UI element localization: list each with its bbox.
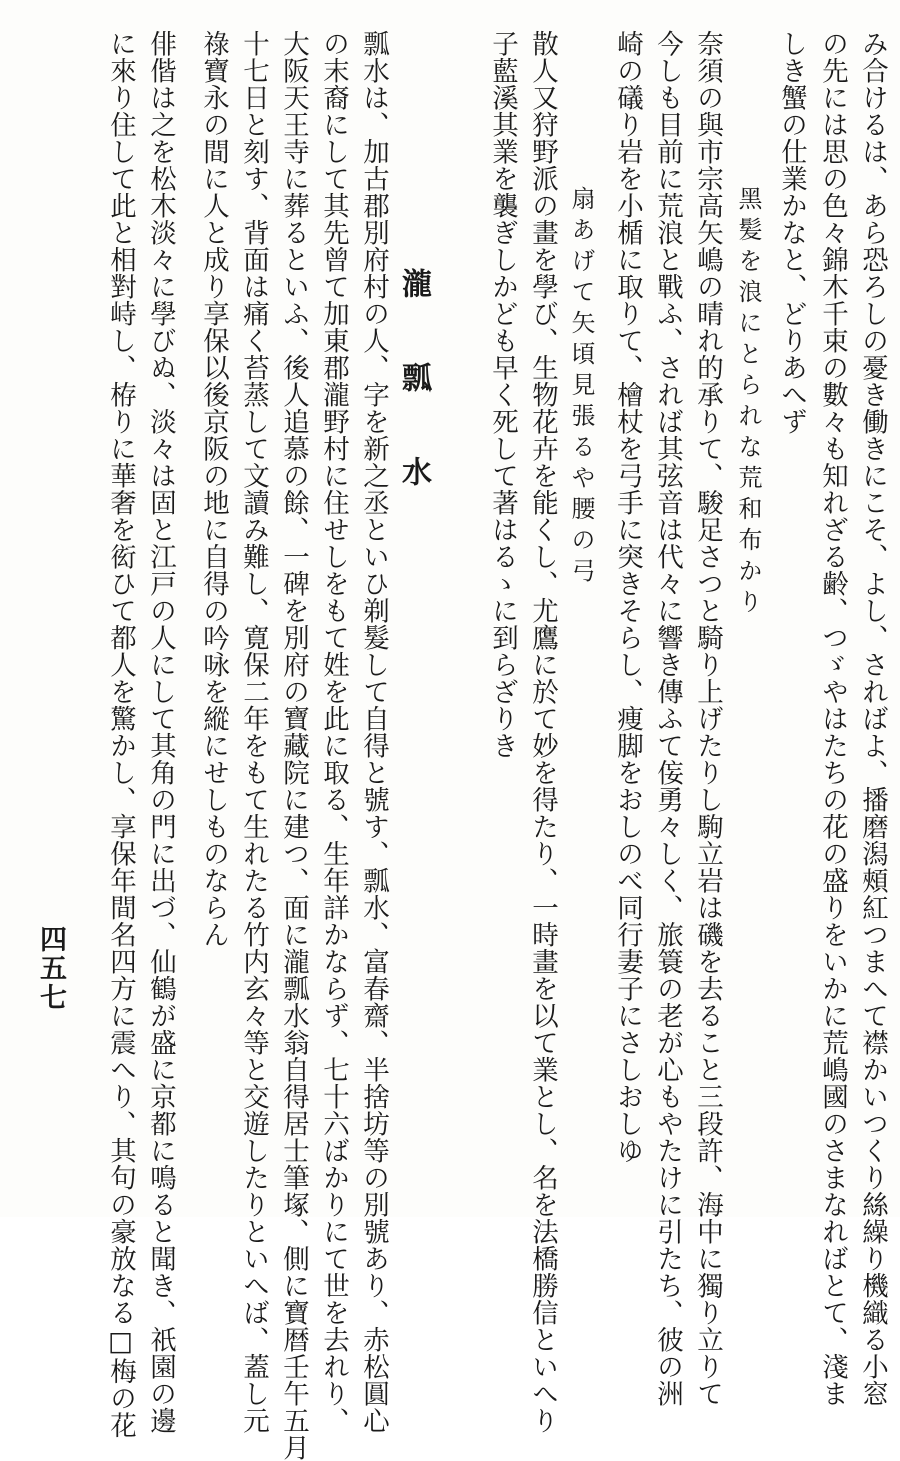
text-line: 十七日と刻す、背面は痛く苔蒸して文讀み難し、寛保二年をもて生れたる竹内玄々等と交遊したりといへば、蓋し元	[238, 30, 269, 1434]
text-line: 奈須の與市宗高矢嶋の晴れ的承りて、駿足さつと騎り上げたりし駒立岩は磯を去ること三段許、海中に獨り立りて	[692, 30, 723, 1407]
poem-line: 黑髪を浪にとられな荒和布かり	[734, 186, 762, 620]
text-line: 子藍溪其業を襲ぎしかども早く死して著はるゝに到らざりき	[487, 30, 518, 759]
text-line: に來り住して此と相對峙し、栫りに華奢を衒ひて都人を驚かし、享保年間名四方に震へり、其句の豪放なる□梅の花	[105, 30, 136, 1439]
text-line: 大阪天王寺に葬るといふ、後人追慕の餘、一碑を別府の寶藏院に建つ、面に瀧瓢水翁自得居士筆塚、側に寶暦壬午五月	[278, 30, 309, 1461]
text-line: 今しも目前に荒浪と戰ふ、されば其弦音は代々に響き傳ふて侫勇々しく、旅簑の老が心もやたけに引たち、彼の洲	[652, 30, 683, 1407]
page-number: 四五七	[35, 925, 66, 1012]
text-line: 俳偕は之を松木淡々に學びぬ、淡々は固と江戸の人にして其角の門に出づ、仙鶴が盛に京都に鳴ると聞き、祇園の邊	[145, 30, 176, 1434]
text-line: み合けるは、あら恐ろしの憂き働きにこそ、よし、さればよ、播磨潟頰紅つまへて襟かいつくり絲繰り機織る小窓	[857, 30, 888, 1407]
section-heading: 瀧瓢水	[396, 268, 431, 550]
text-line: の末裔にして其先曾て加東郡瀧野村に住せしをもて姓を此に取る、生年詳かならず、七十六ばかりにて世を去れり、	[318, 30, 349, 1434]
text-line: 崎の礒り岩を小楯に取りて、檜杖を弓手に突きそらし、痩脚をおしのべ同行妻子にさしおしゆ	[612, 30, 643, 1164]
text-line: しき蟹の仕業かなと、どりあへず	[776, 30, 807, 435]
text-line: 祿寶永の間に人と成り享保以後京阪の地に自得の吟咏を縱にせしものならん	[198, 30, 229, 948]
text-line: の先には思の色々錦木千束の數々も知れざる齢、つゞやはたちの花の盛りをいかに荒嶋國のさまなればとて、淺ま	[817, 30, 848, 1407]
poem-line: 扇あげて矢頃見張るや腰の弓	[567, 186, 595, 589]
text-line: 瓢水は、加古郡別府村の人、字を新之丞といひ剃髮して自得と號す、瓢水、富春齋、半捨坊等の別號あり、赤松圓心	[358, 30, 389, 1434]
text-line: 散人又狩野派の畫を學び、生物花卉を能くし、尤鷹に於て妙を得たり、一時畫を以て業とし、名を法橋勝信といへり	[527, 30, 558, 1434]
